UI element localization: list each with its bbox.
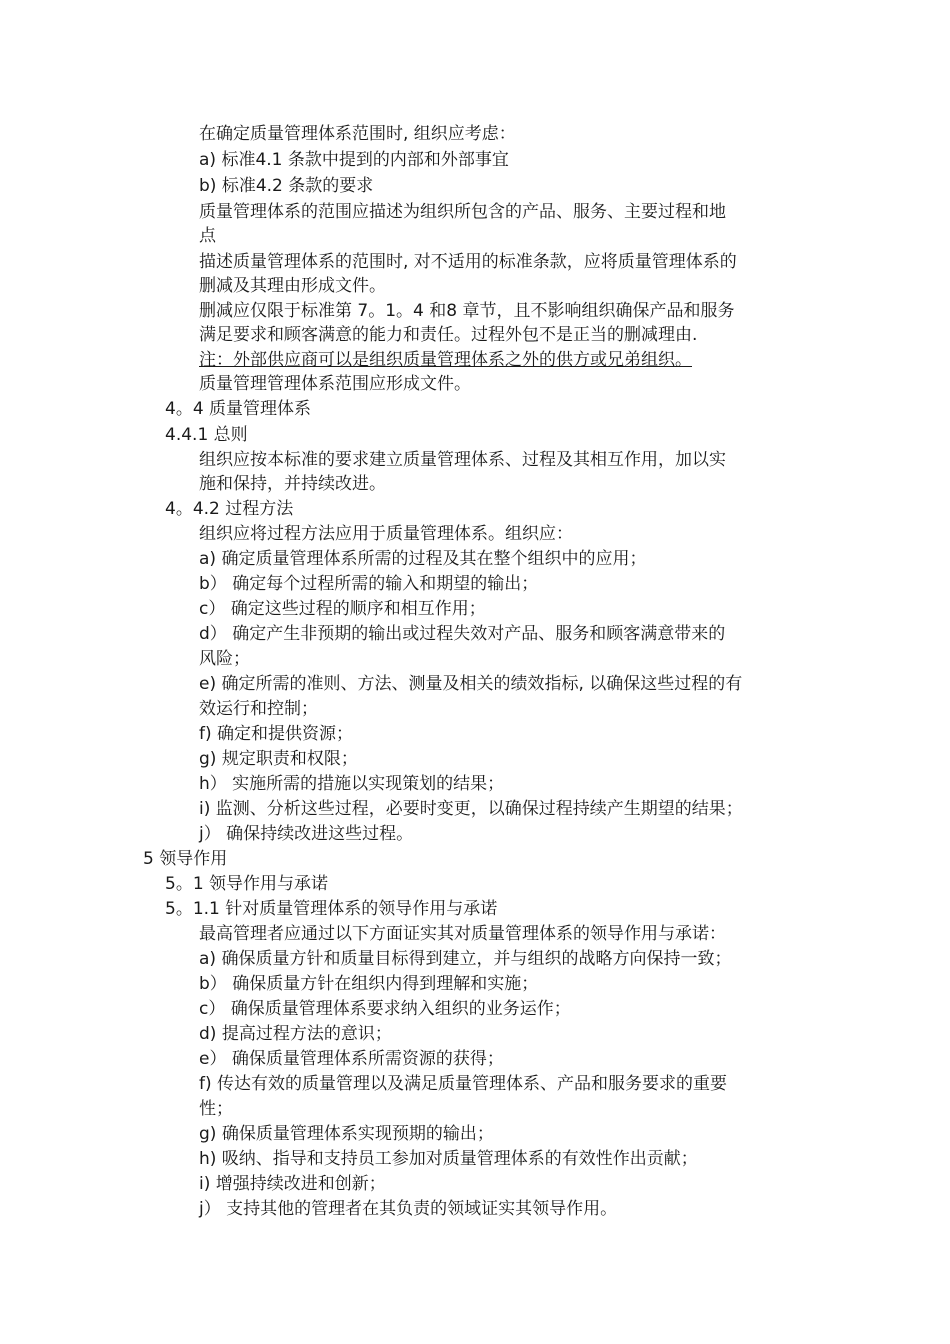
text-line: 质量管理管理体系范围应形成文件。 [199,374,471,394]
text-line: 质量管理体系的范围应描述为组织所包含的产品、服务、主要过程和地 [199,202,726,222]
list-item: d) 提高过程方法的意识； [199,1024,392,1044]
section-heading: 5。1 领导作用与承诺 [165,874,329,894]
text-line: a) 标准4.1 条款中提到的内部和外部事宜 [199,150,509,170]
text-line: 最高管理者应通过以下方面证实其对质量管理体系的领导作用与承诺： [199,924,726,944]
chapter-heading: 5 领导作用 [143,849,228,869]
text-line: 风险； [199,649,250,669]
list-item: c） 确定这些过程的顺序和相互作用； [199,599,486,619]
list-item: i) 增强持续改进和创新； [199,1174,386,1194]
text-line: 组织应将过程方法应用于质量管理体系。组织应： [199,524,573,544]
list-item: g) 规定职责和权限； [199,749,358,769]
text-line: b) 标准4.2 条款的要求 [199,176,374,196]
text-line: 删减及其理由形成文件。 [199,276,386,296]
text-line: 效运行和控制； [199,699,318,719]
section-heading: 4.4.1 总则 [165,425,248,445]
text-line: 满足要求和顾客满意的能力和责任。过程外包不是正当的删减理由. [199,325,698,345]
list-item: f) 确定和提供资源； [199,724,354,744]
list-item: c） 确保质量管理体系要求纳入组织的业务运作； [199,999,571,1019]
list-item: a) 确定质量管理体系所需的过程及其在整个组织中的应用； [199,549,647,569]
list-item: j） 支持其他的管理者在其负责的领域证实其领导作用。 [199,1199,618,1219]
section-heading: 4。4.2 过程方法 [165,499,294,519]
list-item: h） 实施所需的措施以实现策划的结果； [199,774,505,794]
list-item: e) 确定所需的准则、方法、测量及相关的绩效指标, 以确保这些过程的有 [199,674,743,694]
text-line: 删减应仅限于标准第 7。1。4 和8 章节，且不影响组织确保产品和服务 [199,301,735,321]
note-line: 注：外部供应商可以是组织质量管理体系之外的供方或兄弟组织。 [199,350,692,370]
text-line: 性； [199,1099,233,1119]
list-item: j） 确保持续改进这些过程。 [199,824,414,844]
section-heading: 5。1.1 针对质量管理体系的领导作用与承诺 [165,899,498,919]
text-line: 组织应按本标准的要求建立质量管理体系、过程及其相互作用，加以实 [199,450,726,470]
text-line: 施和保持，并持续改进。 [199,474,386,494]
text-line: 点 [199,226,216,246]
list-item: d） 确定产生非预期的输出或过程失效对产品、服务和顾客满意带来的 [199,624,726,644]
list-item: a) 确保质量方针和质量目标得到建立，并与组织的战略方向保持一致； [199,949,732,969]
list-item: f) 传达有效的质量管理以及满足质量管理体系、产品和服务要求的重要 [199,1074,728,1094]
list-item: e） 确保质量管理体系所需资源的获得； [199,1049,504,1069]
list-item: h) 吸纳、指导和支持员工参加对质量管理体系的有效性作出贡献； [199,1149,698,1169]
text-line: 在确定质量管理体系范围时, 组织应考虑： [199,124,516,144]
text-line: 描述质量管理体系的范围时, 对不适用的标准条款，应将质量管理体系的 [199,252,737,272]
list-item: i) 监测、分析这些过程，必要时变更，以确保过程持续产生期望的结果； [199,799,743,819]
list-item: b） 确保质量方针在组织内得到理解和实施； [199,974,539,994]
list-item: b） 确定每个过程所需的输入和期望的输出； [199,574,539,594]
list-item: g) 确保质量管理体系实现预期的输出； [199,1124,494,1144]
section-heading: 4。4 质量管理体系 [165,399,312,419]
